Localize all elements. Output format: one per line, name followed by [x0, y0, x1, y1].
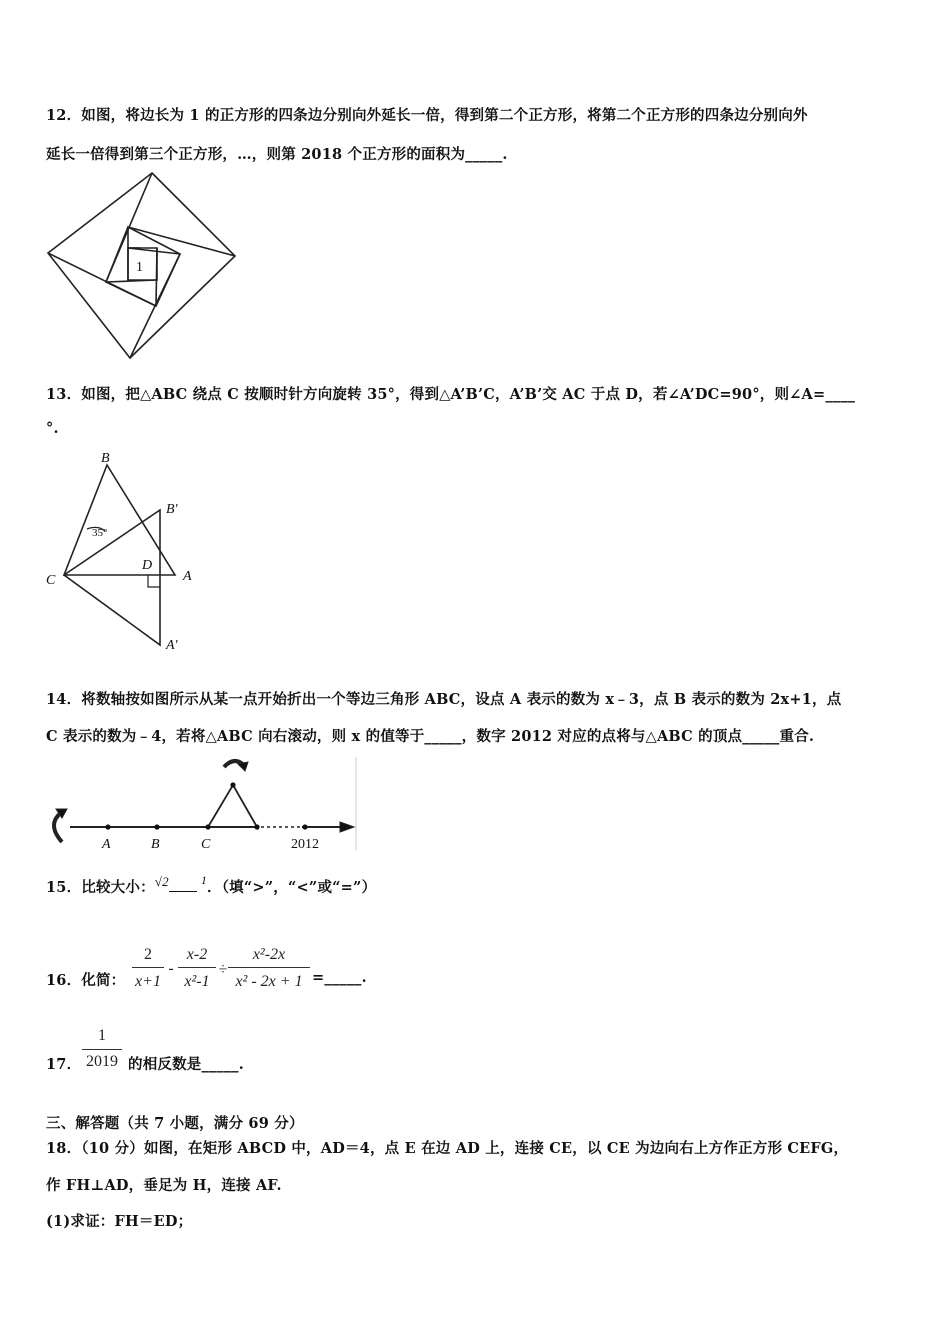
q16-term2-den: x²-1: [184, 973, 210, 990]
q16-minus: -: [168, 960, 174, 977]
q15-suffix: ．（填“>”，“<”或“=”）: [207, 879, 377, 896]
label-b-prime: B': [166, 502, 178, 517]
q17-num: 1: [98, 1027, 106, 1044]
q13-line-1: 13．如图，把△ABC 绕点 C 按顺时针方向旋转 35°，得到△A’B’C，A’B’交 AC 于点 D，若∠A’DC=90°，则∠A=____: [46, 386, 856, 403]
q12-squares-figure: [40, 168, 245, 363]
q15-prefix: 15．比较大小：: [46, 879, 155, 896]
q16-term1-den: x+1: [135, 973, 161, 990]
q16-divide: ÷: [218, 961, 228, 978]
axis-label-a: A: [102, 837, 111, 852]
axis-label-b: B: [151, 837, 160, 852]
q12-line-1: 12．如图，将边长为 1 的正方形的四条边分别向外延长一倍，得到第二个正方形，将第二个正方形的四条边分别向外: [46, 107, 808, 124]
axis-label-2012: 2012: [291, 837, 319, 852]
q16-equals: =_____.: [312, 969, 367, 986]
q13-line-2: °.: [46, 420, 59, 437]
triangle-abc: [64, 465, 175, 575]
q15-right-value: 1: [200, 873, 208, 887]
triangle-apbpc: [64, 510, 160, 645]
q16-term3-den: x² - 2x + 1: [235, 973, 303, 990]
label-a-prime: A': [166, 638, 178, 653]
q17-suffix: 的相反数是_____.: [128, 1056, 244, 1073]
right-angle-mark: [148, 575, 160, 587]
q12-line-2: 延长一倍得到第三个正方形，…，则第 2018 个正方形的面积为_____.: [46, 146, 508, 163]
q18-line-2: 作 FH⊥AD，垂足为 H，连接 AF.: [46, 1177, 282, 1194]
label-a: A: [183, 569, 192, 584]
section-3-title: 三、解答题（共 7 小题，满分 69 分）: [46, 1115, 304, 1132]
q14-line-1: 14．将数轴按如图所示从某一点开始折出一个等边三角形 ABC，设点 A 表示的数为 x﹣3，点 B 表示的数为 2x+1，点: [46, 691, 842, 708]
q18-line-3: (1)求证：FH＝ED；: [46, 1213, 193, 1230]
q15-line: [46, 873, 377, 897]
number-line-arrow: [340, 822, 354, 832]
q17-prefix: 17．: [46, 1056, 82, 1073]
q14-number-line-figure: [40, 752, 360, 857]
q18-line-1: 18．（10 分）如图，在矩形 ABCD 中，AD＝4，点 E 在边 AD 上，连接 CE，以 CE 为边向右上方作正方形 CEFG，: [46, 1140, 849, 1157]
q17-den: 2019: [86, 1053, 118, 1070]
folded-triangle: [208, 785, 257, 827]
q16-term1-num: 2: [144, 946, 152, 963]
q16-prefix: 16．化简：: [46, 972, 126, 989]
label-angle-35: 35°: [92, 527, 108, 539]
q16-term2-num: x-2: [186, 946, 208, 963]
label-b: B: [101, 451, 110, 466]
label-c: C: [46, 573, 56, 588]
q14-line-2: C 表示的数为﹣4，若将△ABC 向右滚动，则 x 的值等于_____，数字 2012 对应的点将与△ABC 的顶点_____重合.: [46, 728, 815, 745]
q16-term3-num: x²-2x: [252, 946, 286, 963]
unit-square-label: 1: [136, 260, 143, 275]
q15-left-value: √2: [154, 874, 169, 889]
axis-label-c: C: [201, 837, 211, 852]
label-d: D: [142, 558, 153, 573]
q13-rotation-figure: [40, 445, 210, 655]
